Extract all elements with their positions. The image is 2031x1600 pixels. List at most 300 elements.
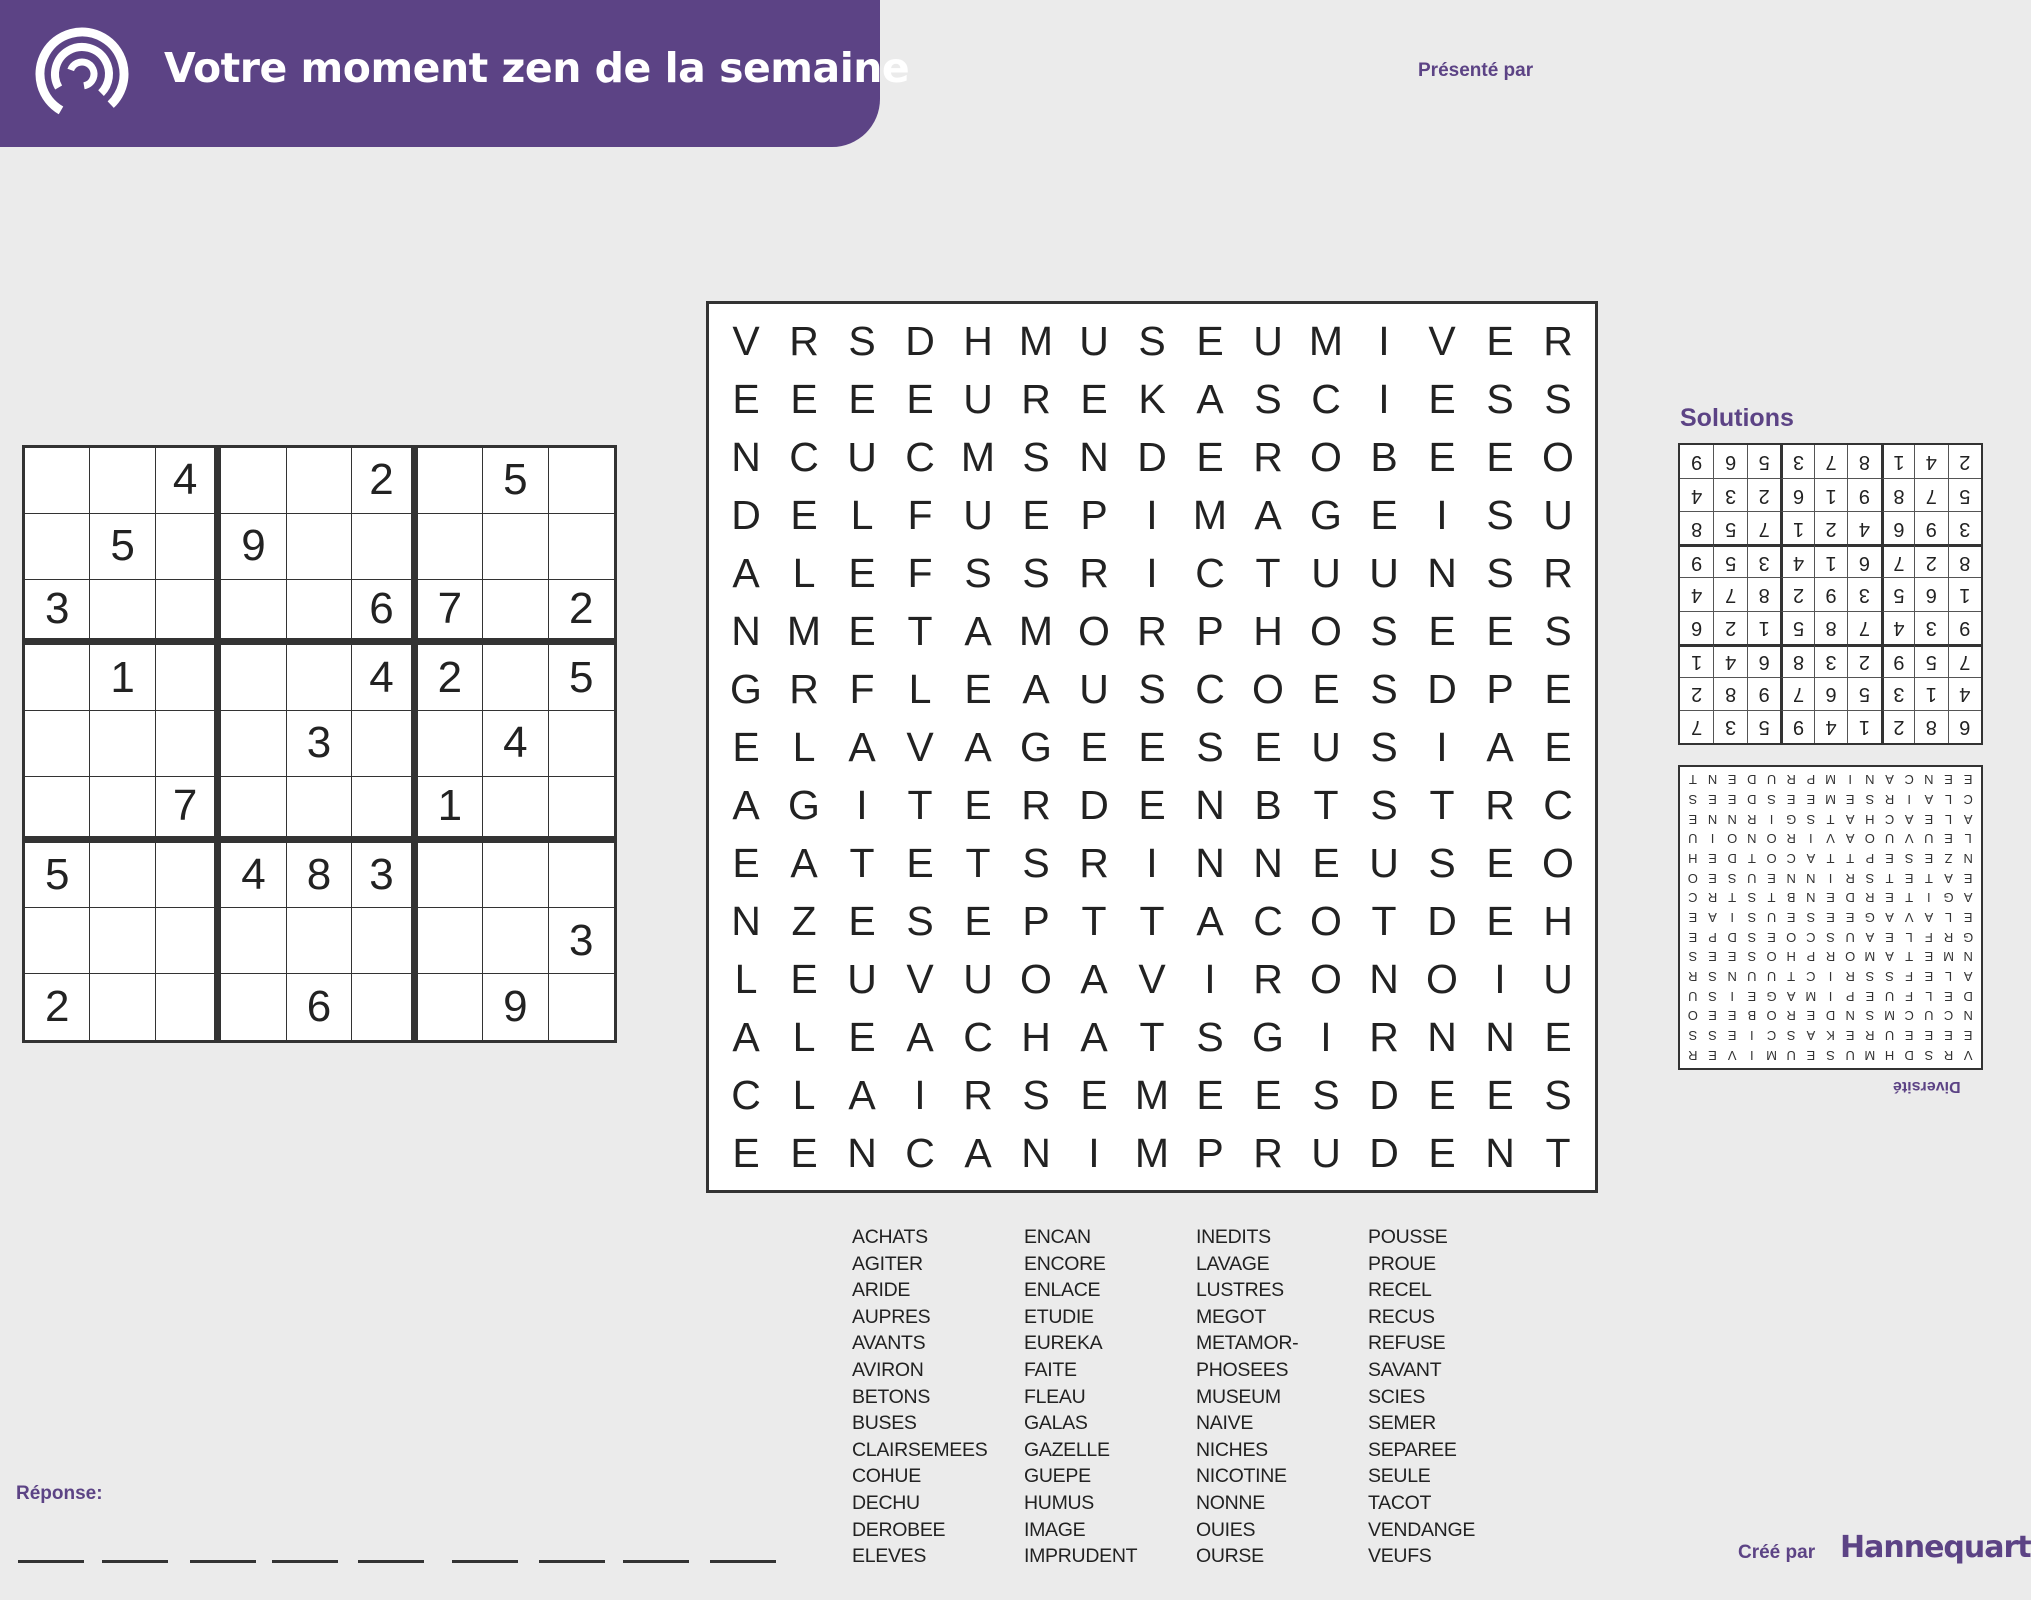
word-search-letter: I	[914, 1071, 926, 1118]
word-search-solution-letter: S	[1747, 910, 1757, 926]
word-search-solution-letter: O	[1766, 949, 1777, 965]
sudoku-cell[interactable]	[156, 843, 221, 909]
sudoku-cell[interactable]: 9	[483, 974, 548, 1040]
sudoku-cell[interactable]	[90, 711, 155, 777]
word-search-letter: E	[1138, 781, 1166, 828]
word-search-solution-letter: C	[1786, 851, 1796, 867]
sudoku-cell[interactable]	[221, 448, 286, 514]
word-search-letter: T	[1545, 1129, 1571, 1176]
sudoku-cell[interactable]	[156, 514, 221, 580]
sudoku-solution-cell: 5	[1713, 544, 1746, 577]
answer-blank[interactable]	[539, 1560, 605, 1563]
word-search-solution-letter: A	[1963, 811, 1973, 827]
sudoku-cell[interactable]	[483, 514, 548, 580]
word-search-solution-letter: O	[1766, 851, 1777, 867]
word-search-letter: E	[1196, 317, 1224, 364]
word-search-letter: S	[1022, 549, 1050, 596]
word-search-solution-letter: E	[1944, 988, 1953, 1004]
word-list-column	[852, 1224, 1024, 1574]
sudoku-cell[interactable]	[549, 514, 614, 580]
word-search-letter: I	[1378, 317, 1390, 364]
sudoku-cell[interactable]: 3	[549, 908, 614, 974]
sudoku-cell[interactable]	[221, 908, 286, 974]
word-search-solution-letter: S	[1885, 969, 1894, 985]
word-search-solution-letter: L	[1944, 969, 1953, 985]
sudoku-cell[interactable]	[156, 974, 221, 1040]
sudoku-solution-cell: 8	[1780, 644, 1813, 677]
word-search-letter: P	[1196, 1129, 1224, 1176]
word-search-solution-letter: S	[1865, 1008, 1875, 1024]
sudoku-cell[interactable]	[352, 777, 417, 843]
sudoku-cell[interactable]	[221, 580, 286, 646]
word-search-letter: C	[905, 433, 935, 480]
word-search-letter: E	[906, 839, 934, 886]
word-search-letter: S	[1370, 781, 1398, 828]
sudoku-cell[interactable]	[287, 580, 352, 646]
word-list-item: ACHATS	[852, 1226, 928, 1248]
word-search-solution-letter: I	[1809, 831, 1813, 847]
word-search-solution-letter: S	[1747, 949, 1757, 965]
credit-label: Créé par	[1738, 1542, 1816, 1563]
word-search-solution-letter: M	[1766, 1047, 1777, 1063]
answer-blanks[interactable]	[18, 1560, 778, 1564]
word-list-item: AVANTS	[852, 1332, 926, 1355]
sudoku-cell[interactable]: 1	[418, 777, 483, 843]
word-search-letter: A	[964, 1129, 992, 1176]
answer-blank[interactable]	[623, 1560, 689, 1563]
word-search-solution-letter: R	[1786, 1008, 1796, 1024]
word-search-solution-letter: O	[1687, 870, 1698, 886]
sudoku-cell[interactable]: 2	[549, 580, 614, 646]
word-search-letter: S	[848, 317, 876, 364]
word-search-solution-letter: E	[1708, 870, 1717, 886]
word-search-letter: S	[964, 549, 992, 596]
sudoku-cell[interactable]	[287, 448, 352, 514]
word-search-letter: E	[1486, 433, 1514, 480]
sudoku-solution-cell: 8	[1747, 577, 1780, 610]
word-search-letter: M	[1192, 491, 1228, 538]
sudoku-cell[interactable]	[483, 580, 548, 646]
sudoku-solution-cell: 1	[1780, 511, 1813, 544]
word-search-solution-letter: C	[1904, 772, 1914, 788]
word-search-solution-letter: L	[1964, 831, 1972, 847]
word-search-solution-letter: P	[1708, 929, 1717, 945]
sudoku-cell[interactable]	[25, 514, 90, 580]
sudoku-cell[interactable]	[549, 843, 614, 909]
word-list	[852, 1224, 1492, 1574]
word-list-item: VENDANGE	[1368, 1518, 1476, 1541]
word-search-letter: A	[790, 839, 818, 886]
word-search-letter: S	[1312, 1071, 1340, 1118]
word-search-letter: O	[1020, 955, 1052, 1002]
word-search-letter: A	[1022, 665, 1050, 712]
word-list-item: NONNE	[1196, 1491, 1265, 1514]
sudoku-grid	[22, 445, 617, 1043]
word-search-letter: L	[908, 665, 932, 712]
sudoku-cell[interactable]: 5	[549, 645, 614, 711]
sudoku-cell[interactable]: 3	[25, 580, 90, 646]
word-search-letter: E	[1486, 317, 1514, 364]
sudoku-cell[interactable]: 4	[221, 843, 286, 909]
sudoku-solution-cell: 4	[1680, 577, 1713, 610]
word-search-solution-letter: A	[1845, 831, 1855, 847]
sudoku-cell[interactable]: 4	[156, 448, 221, 514]
sudoku-solution-grid	[1678, 443, 1983, 745]
word-search-solution-letter: E	[1708, 851, 1717, 867]
word-search-solution-letter: N	[1727, 811, 1737, 827]
word-list-item: REFUSE	[1368, 1332, 1446, 1355]
sudoku-cell[interactable]	[483, 908, 548, 974]
sudoku-solution-cell: 2	[1780, 577, 1813, 610]
word-search-solution-letter: M	[1864, 1047, 1876, 1063]
word-search-solution-letter: P	[1865, 851, 1875, 867]
word-search-letter: E	[1312, 839, 1340, 886]
sudoku-cell[interactable]: 1	[90, 645, 155, 711]
answer-blank[interactable]	[710, 1560, 776, 1563]
sudoku-cell[interactable]	[352, 908, 417, 974]
word-search-letter: S	[1544, 375, 1572, 422]
word-search-solution-letter: O	[1786, 929, 1797, 945]
sudoku-cell[interactable]	[156, 645, 221, 711]
word-search-solution-letter: I	[1730, 910, 1734, 926]
sudoku-cell[interactable]	[221, 974, 286, 1040]
sudoku-solution-cell: 5	[1747, 710, 1780, 743]
word-search-solution-letter: O	[1766, 831, 1777, 847]
word-search-letter: E	[1428, 433, 1456, 480]
word-list-item: ELEVES	[852, 1545, 927, 1568]
word-search-solution-letter: V	[1727, 1047, 1737, 1063]
word-search-letter: E	[1254, 1071, 1282, 1118]
word-search-solution-letter: E	[1688, 929, 1698, 945]
word-search-solution-letter: E	[1963, 772, 1973, 788]
word-search-letter: R	[1369, 1013, 1399, 1060]
sudoku-cell[interactable]: 6	[287, 974, 352, 1040]
word-search-letter: E	[1080, 375, 1108, 422]
word-search-solution-letter: G	[1963, 929, 1974, 945]
word-search-letter: T	[1371, 897, 1397, 944]
word-search-letter: E	[964, 897, 992, 944]
sudoku-cell[interactable]	[156, 580, 221, 646]
sudoku-cell[interactable]	[352, 974, 417, 1040]
word-search-solution-letter: E	[1727, 772, 1737, 788]
word-search-letter: G	[1252, 1013, 1284, 1060]
word-search-solution-letter: N	[1707, 772, 1718, 788]
word-list-item: MEGOT	[1196, 1305, 1266, 1328]
word-search-letter: E	[790, 375, 818, 422]
word-search-letter: G	[730, 665, 762, 712]
brand-logo: Hannequart	[1840, 1530, 2031, 1565]
answer-blank[interactable]	[18, 1560, 84, 1563]
sudoku-cell[interactable]: 5	[90, 514, 155, 580]
word-search-letter: R	[1253, 955, 1283, 1002]
sudoku-solution-cell: 9	[1691, 451, 1703, 474]
word-list-item: POUSSE	[1368, 1226, 1448, 1248]
word-search-letter: D	[1369, 1071, 1399, 1118]
sudoku-solution-cell: 5	[1914, 644, 1947, 677]
sudoku-cell[interactable]	[549, 711, 614, 777]
word-search-letter: E	[1196, 1071, 1224, 1118]
sudoku-cell[interactable]	[90, 580, 155, 646]
sudoku-cell[interactable]	[25, 777, 90, 843]
word-search-letter: N	[1195, 839, 1225, 886]
sudoku-cell[interactable]	[287, 777, 352, 843]
word-search-letter: T	[1139, 897, 1165, 944]
sudoku-cell[interactable]: 8	[287, 843, 352, 909]
sudoku-cell[interactable]	[287, 645, 352, 711]
word-search-letter: R	[1543, 549, 1573, 596]
word-search-solution-letter: S	[1747, 929, 1757, 945]
sudoku-cell[interactable]	[90, 908, 155, 974]
sudoku-cell[interactable]: 3	[287, 711, 352, 777]
word-list-item: SEULE	[1368, 1465, 1431, 1488]
answer-blank[interactable]	[272, 1560, 338, 1563]
word-search-letter: T	[1429, 781, 1455, 828]
word-search-solution-letter: D	[1963, 988, 1973, 1004]
word-search-solution-letter: M	[1825, 792, 1836, 808]
sudoku-cell[interactable]	[156, 908, 221, 974]
word-list-item: VEUFS	[1368, 1545, 1432, 1568]
word-search-solution-letter: E	[1904, 1028, 1914, 1044]
sudoku-cell[interactable]	[483, 777, 548, 843]
word-search-letter: R	[1485, 781, 1515, 828]
word-search-letter: E	[790, 955, 818, 1002]
sudoku-cell[interactable]	[549, 974, 614, 1040]
word-search-letter: U	[1369, 839, 1399, 886]
sudoku-cell[interactable]	[352, 514, 417, 580]
word-search-letter: V	[906, 955, 934, 1002]
sudoku-solution-cell: 6	[1780, 478, 1813, 511]
sudoku-solution-cell: 9	[1914, 511, 1947, 544]
sudoku-cell[interactable]	[418, 448, 483, 514]
word-search-solution-letter: S	[1688, 1028, 1698, 1044]
word-search-solution-letter: T	[1688, 772, 1697, 788]
word-search-letter: I	[1378, 375, 1390, 422]
sudoku-solution-cell: 6	[1948, 710, 1981, 743]
sudoku-cell[interactable]	[221, 711, 286, 777]
sudoku-cell[interactable]	[156, 711, 221, 777]
sudoku-cell[interactable]: 3	[352, 843, 417, 909]
word-search-letter: C	[963, 1013, 993, 1060]
sudoku-cell[interactable]: 5	[25, 843, 90, 909]
word-search-solution-letter: U	[1747, 969, 1757, 985]
word-search-letter: N	[1021, 1129, 1051, 1176]
sudoku-solution-cell: 5	[1881, 577, 1914, 610]
word-search-solution-letter: R	[1786, 831, 1796, 847]
sudoku-cell[interactable]	[90, 843, 155, 909]
word-search-solution-letter: D	[1845, 890, 1855, 906]
word-search-solution-letter: R	[1825, 949, 1836, 965]
word-search-solution-letter: A	[1924, 792, 1934, 808]
sudoku-cell[interactable]	[483, 843, 548, 909]
word-search-solution-letter: M	[1805, 988, 1817, 1004]
sudoku-solution-cell: 4	[1914, 445, 1947, 478]
sudoku-cell[interactable]	[90, 974, 155, 1040]
sudoku-cell[interactable]	[25, 448, 90, 514]
word-search-solution-letter: E	[1885, 890, 1894, 906]
word-search-solution-letter: K	[1826, 1028, 1835, 1044]
word-search-letter: E	[732, 839, 760, 886]
word-search-letter: T	[1313, 781, 1339, 828]
sudoku-solution-cell: 3	[1814, 644, 1847, 677]
word-search-letter: U	[1079, 665, 1109, 712]
word-search-letter: U	[847, 433, 877, 480]
word-search-solution-letter: E	[1885, 929, 1894, 945]
sudoku-solution-cell: 2	[1680, 677, 1713, 710]
word-search-letter: L	[734, 955, 758, 1002]
word-search-solution-letter: E	[1904, 870, 1914, 886]
sudoku-cell[interactable]: 2	[25, 974, 90, 1040]
sudoku-cell[interactable]: 7	[418, 580, 483, 646]
word-search-solution-letter: R	[1688, 969, 1698, 985]
word-search-letter: T	[907, 781, 933, 828]
sudoku-cell[interactable]	[287, 908, 352, 974]
word-search-solution-letter: U	[1924, 831, 1934, 847]
sudoku-cell[interactable]: 7	[156, 777, 221, 843]
sudoku-solution-cell: 1	[1948, 577, 1981, 610]
word-search-letter: U	[1311, 723, 1341, 770]
sudoku-cell[interactable]	[25, 711, 90, 777]
sudoku-cell[interactable]: 4	[483, 711, 548, 777]
word-search-solution-letter: A	[1806, 1028, 1816, 1044]
sudoku-cell[interactable]	[90, 777, 155, 843]
sudoku-solution-cell: 3	[1713, 710, 1746, 743]
word-search-letter: N	[1195, 781, 1225, 828]
word-search-letter: E	[848, 607, 876, 654]
word-search-letter: E	[1486, 607, 1514, 654]
word-search-solution-letter: E	[1963, 870, 1973, 886]
word-search-letter: N	[1369, 955, 1399, 1002]
word-search-letter: M	[1134, 1129, 1170, 1176]
word-search-solution-letter: I	[1750, 1028, 1754, 1044]
sudoku-cell[interactable]	[418, 974, 483, 1040]
word-search-solution-letter: E	[1924, 969, 1934, 985]
word-search-solution-letter: I	[1848, 772, 1852, 788]
sudoku-cell[interactable]	[418, 843, 483, 909]
word-search-letter: N	[1485, 1129, 1515, 1176]
word-search-letter: E	[848, 375, 876, 422]
sudoku-cell[interactable]: 5	[483, 448, 548, 514]
sudoku-solution-cell: 6	[1881, 511, 1914, 544]
sudoku-solution-cell: 4	[1680, 478, 1713, 511]
word-search-solution-letter: A	[1963, 969, 1973, 985]
word-search-letter: I	[1436, 491, 1448, 538]
word-search-letter: S	[906, 897, 934, 944]
sudoku-cell[interactable]	[25, 645, 90, 711]
word-search-letter: A	[1196, 375, 1224, 422]
word-search-letter: E	[1486, 897, 1514, 944]
sudoku-solution-cell: 7	[1713, 577, 1746, 610]
sudoku-cell[interactable]	[25, 908, 90, 974]
word-search-letter: M	[1308, 317, 1344, 364]
sudoku-cell[interactable]	[483, 645, 548, 711]
word-search-letter: H	[1543, 897, 1573, 944]
word-search-solution-letter: E	[1806, 1047, 1816, 1063]
sudoku-solution-cell: 3	[1747, 544, 1780, 577]
word-search-solution-letter: E	[1963, 1028, 1973, 1044]
word-search-solution-letter: E	[1727, 1008, 1737, 1024]
word-search-letter: L	[792, 1013, 816, 1060]
answer-blank[interactable]	[102, 1560, 168, 1563]
sudoku-cell[interactable]	[418, 514, 483, 580]
word-search-solution-letter: M	[1864, 949, 1876, 965]
word-search-solution-letter: E	[1865, 988, 1875, 1004]
word-list-item: ARIDE	[852, 1279, 911, 1302]
word-search-letter: V	[732, 317, 760, 364]
sudoku-solution-cell: 3	[1881, 677, 1914, 710]
answer-blank[interactable]	[452, 1560, 518, 1563]
word-search-letter: R	[1253, 1129, 1283, 1176]
sudoku-cell[interactable]	[221, 777, 286, 843]
word-search-letter: E	[1428, 1071, 1456, 1118]
word-search-letter: F	[849, 665, 875, 712]
word-list-item: GUEPE	[1024, 1465, 1091, 1488]
word-search-solution-letter: O	[1687, 1008, 1698, 1024]
sudoku-solution-cell: 6	[1847, 544, 1880, 577]
word-search-letter: N	[731, 607, 761, 654]
sudoku-cell[interactable]: 6	[352, 580, 417, 646]
sudoku-cell[interactable]	[352, 711, 417, 777]
sudoku-cell[interactable]	[221, 645, 286, 711]
word-search-solution-letter: C	[1806, 929, 1816, 945]
word-search-solution-letter: R	[1786, 772, 1796, 788]
sudoku-solution-cell: 4	[1881, 611, 1914, 644]
word-search-solution-letter: V	[1826, 831, 1835, 847]
word-search-solution-letter: S	[1904, 851, 1914, 867]
word-search-letter: R	[1253, 433, 1283, 480]
word-search-letter: A	[1080, 1013, 1108, 1060]
word-list-item: ENLACE	[1024, 1279, 1101, 1302]
sudoku-cell[interactable]	[549, 448, 614, 514]
sudoku-cell[interactable]	[287, 514, 352, 580]
word-search-solution-letter: U	[1786, 1047, 1796, 1063]
answer-blank[interactable]	[358, 1560, 424, 1563]
word-list-column	[1024, 1224, 1196, 1574]
sudoku-solution-cell: 3	[1948, 511, 1981, 544]
sudoku-solution-cell: 1	[1914, 677, 1947, 710]
word-search-letter: A	[1080, 955, 1108, 1002]
sudoku-cell[interactable]	[90, 448, 155, 514]
word-search-solution-letter: D	[1904, 1047, 1914, 1063]
word-search-letter: E	[790, 491, 818, 538]
sudoku-cell[interactable]	[418, 908, 483, 974]
sudoku-cell[interactable]: 4	[352, 645, 417, 711]
word-search-solution-letter: S	[1865, 792, 1875, 808]
word-search-letter: B	[1370, 433, 1398, 480]
sudoku-cell[interactable]	[549, 777, 614, 843]
sudoku-cell[interactable]	[418, 711, 483, 777]
word-search-letter: M	[786, 607, 822, 654]
word-search-letter: H	[1253, 607, 1283, 654]
word-search-solution-letter: C	[1943, 1008, 1954, 1024]
sudoku-solution-cell: 2	[1847, 644, 1880, 677]
sudoku-solution-cell: 8	[1680, 511, 1713, 544]
word-search-solution-letter: U	[1924, 1008, 1934, 1024]
sudoku-solution-cell: 6	[1814, 677, 1847, 710]
word-search-solution-letter: S	[1708, 1028, 1717, 1044]
word-search-letter: G	[1310, 491, 1342, 538]
word-search-letter: U	[1311, 1129, 1341, 1176]
sudoku-cell[interactable]: 9	[221, 514, 286, 580]
sudoku-cell[interactable]: 2	[418, 645, 483, 711]
sudoku-solution-cell: 2	[1948, 445, 1981, 478]
sudoku-solution-cell: 2	[1881, 710, 1914, 743]
word-search-letter: N	[847, 1129, 877, 1176]
word-search-letter: E	[732, 375, 760, 422]
sudoku-solution-cell: 8	[1847, 445, 1880, 478]
sudoku-cell[interactable]: 2	[352, 448, 417, 514]
word-search-solution-letter: T	[1787, 969, 1796, 985]
answer-blank[interactable]	[190, 1560, 256, 1563]
